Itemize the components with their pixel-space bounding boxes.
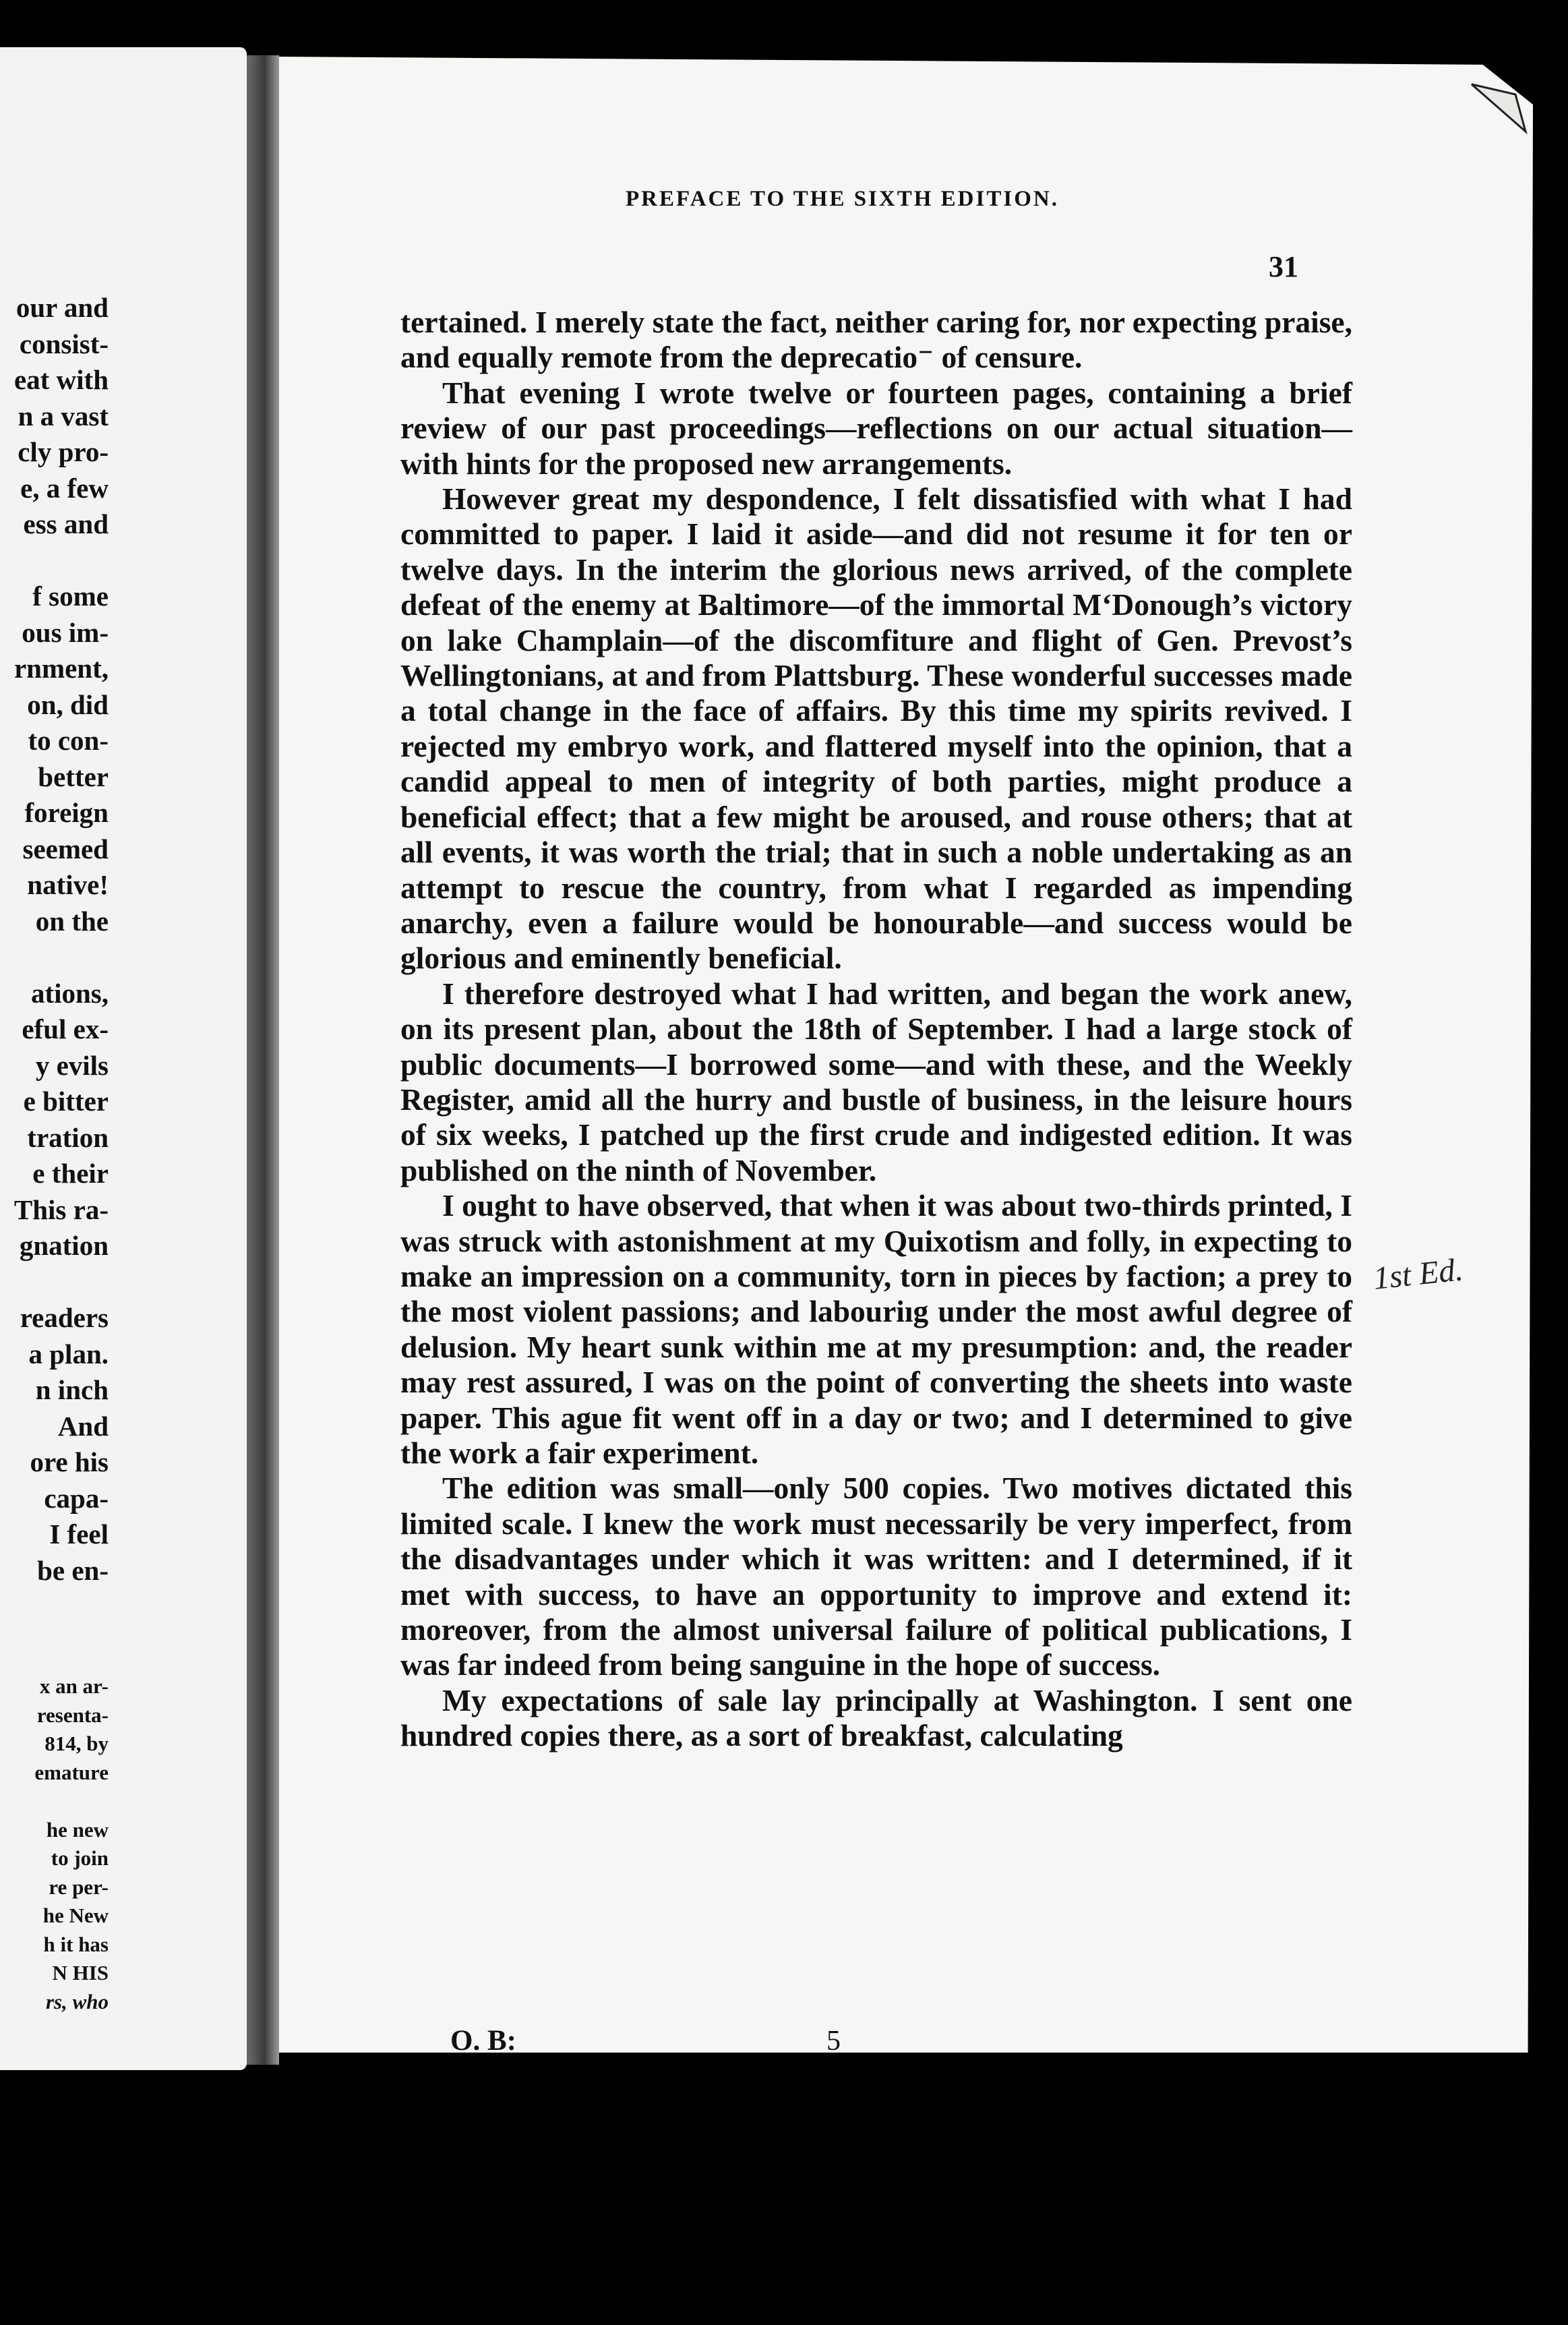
paragraph: My expectations of sale lay principally at Washington. I sent one hundred copies there, as a sort of breakfast, calculating bbox=[400, 1682, 1352, 1753]
left-page-line: n a vast bbox=[18, 400, 109, 432]
left-page-line: to con- bbox=[28, 725, 109, 756]
left-footnote-line: he new bbox=[46, 1817, 109, 1842]
paragraph: I therefore destroyed what I had written, and began the work anew, on its present plan, about the 18th of September. I had a large stock of public documents—I borrowed some—and with these, and the Weekly Register, amid all the hurry and bustle of business, in the leisure hours of six weeks, I patched up the first crude and indigested edition. It was published on the ninth of November. bbox=[400, 976, 1352, 1187]
left-footnote-line: he New bbox=[42, 1904, 109, 1927]
left-page-line: ations, bbox=[30, 977, 109, 1009]
left-page-line: e their bbox=[32, 1158, 109, 1189]
left-page-line: native! bbox=[27, 869, 109, 900]
left-page-line: eat with bbox=[13, 364, 109, 395]
folded-corner-icon bbox=[1468, 81, 1529, 135]
left-page-text bbox=[0, 290, 109, 1589]
left-page-line: be en- bbox=[37, 1554, 109, 1586]
left-page-line: consist- bbox=[19, 328, 109, 359]
book-gutter bbox=[247, 55, 279, 2065]
left-page-line: tration bbox=[27, 1121, 109, 1153]
handwritten-margin-note: 1st Ed. bbox=[1371, 1252, 1465, 1297]
left-page-line: on the bbox=[35, 905, 109, 937]
left-page-line: And bbox=[57, 1410, 109, 1442]
left-page-line bbox=[0, 939, 109, 976]
left-footnote-line: 814, by bbox=[44, 1732, 109, 1755]
left-page-line: e bitter bbox=[23, 1086, 109, 1117]
left-page-line: rnment, bbox=[13, 653, 109, 684]
left-footnote-line: to join bbox=[51, 1846, 109, 1870]
left-footnote-line: re per- bbox=[49, 1875, 109, 1899]
left-page-line bbox=[0, 1264, 109, 1301]
left-footnote-line: resenta- bbox=[36, 1703, 109, 1727]
paragraph: I ought to have observed, that when it was about two-thirds printed, I was struck with astonishment at my Quixotism and folly, in expecting to make an impression on a community, torn in pieces by faction; a prey to the most violent passions; and labouriıg under the most awful degree of delusion. My heart sunk within me at my presumption: and, the reader may rest assured, I was on the point of converting the sheets into waste paper. This ague fit went off in a day or two; and I determined to give the work a fair experiment. bbox=[400, 1188, 1352, 1470]
signature-number: 5 bbox=[826, 2026, 841, 2057]
page-number: 31 bbox=[1269, 250, 1298, 283]
main-text-body bbox=[400, 305, 1352, 1754]
left-page-line: seemed bbox=[22, 833, 109, 864]
paragraph: tertained. I merely state the fact, neither caring for, nor expecting praise, and equally remote from the deprecatio⁻ of censure. bbox=[400, 305, 1352, 375]
left-page-line: cly pro- bbox=[18, 436, 109, 467]
left-page-line: capa- bbox=[44, 1482, 109, 1514]
left-page-line: our and bbox=[16, 292, 109, 323]
left-footnote-line: N HIS bbox=[52, 1961, 109, 1984]
left-footnote-line: h it has bbox=[43, 1932, 109, 1956]
printer-signature-mark: O. B: bbox=[450, 2025, 516, 2057]
left-page-line: a plan. bbox=[28, 1338, 109, 1370]
running-head: PREFACE TO THE SIXTH EDITION. bbox=[626, 187, 1059, 211]
left-page-line: This ra- bbox=[13, 1194, 109, 1225]
left-page-line: better bbox=[38, 761, 109, 792]
left-footnote-line: x an ar- bbox=[39, 1674, 109, 1698]
left-page-line: ore his bbox=[30, 1446, 109, 1477]
paragraph: The edition was small—only 500 copies. Two motives dictated this limited scale. I knew the work must necessarily be very imperfect, from the disadvantages under which it was written: and I determined, if it met with success, to have an opportunity to improve and extend it: moreover, from the almost universal failure of political publications, I was far indeed from being sanguine in the hope of success. bbox=[400, 1471, 1352, 1682]
left-page-line: ess and bbox=[23, 508, 109, 539]
left-page-footnotes bbox=[0, 1672, 109, 2016]
left-page-line bbox=[0, 543, 109, 579]
left-footnote-line: emature bbox=[34, 1760, 109, 1784]
left-page-line: foreign bbox=[24, 797, 109, 828]
left-footnote-line: rs, who bbox=[45, 1989, 109, 2013]
left-page-line: ous im- bbox=[22, 616, 109, 648]
left-page-line: eful ex- bbox=[22, 1013, 109, 1044]
left-page-line: readers bbox=[20, 1302, 109, 1333]
paragraph: However great my despondence, I felt dissatisfied with what I had committed to paper. I laid it aside—and did not resume it for ten or twelve days. In the interim the glorious news arrived, of the complete defeat of the enemy at Baltimore—of the immortal M‘Donough’s victory on lake Champlain—of the discomfiture and flight of Gen. Prevost’s Wellingtonians, at and from Plattsburg. These wonderful successes made a total change in the face of affairs. By this time my spirits revived. I rejected my embryo work, and flattered myself into the opinion, that a candid appeal to men of integrity of both parties, might produce a beneficial effect; that a few might be aroused, and rouse others; that at all events, it was worth the trial; that in such a noble undertaking as an attempt to rescue the country, from what I regarded as impending anarchy, even a failure would be honourable—and success would be glorious and eminently beneficial. bbox=[400, 481, 1352, 976]
left-page-line: f some bbox=[32, 581, 109, 612]
left-page-line: on, did bbox=[27, 688, 109, 720]
left-footnote-line bbox=[0, 1787, 109, 1816]
left-page-line: e, a few bbox=[20, 472, 109, 504]
left-page-line: I feel bbox=[49, 1519, 109, 1550]
left-page-line: y evils bbox=[35, 1049, 109, 1081]
paragraph: That evening I wrote twelve or fourteen pages, containing a brief review of our past proceedings—reflections on our actual situation—with hints for the proposed new arrangements. bbox=[400, 375, 1352, 481]
left-facing-page bbox=[0, 47, 247, 2070]
left-page-line: n inch bbox=[35, 1374, 109, 1405]
left-page-line: gnation bbox=[19, 1230, 109, 1261]
